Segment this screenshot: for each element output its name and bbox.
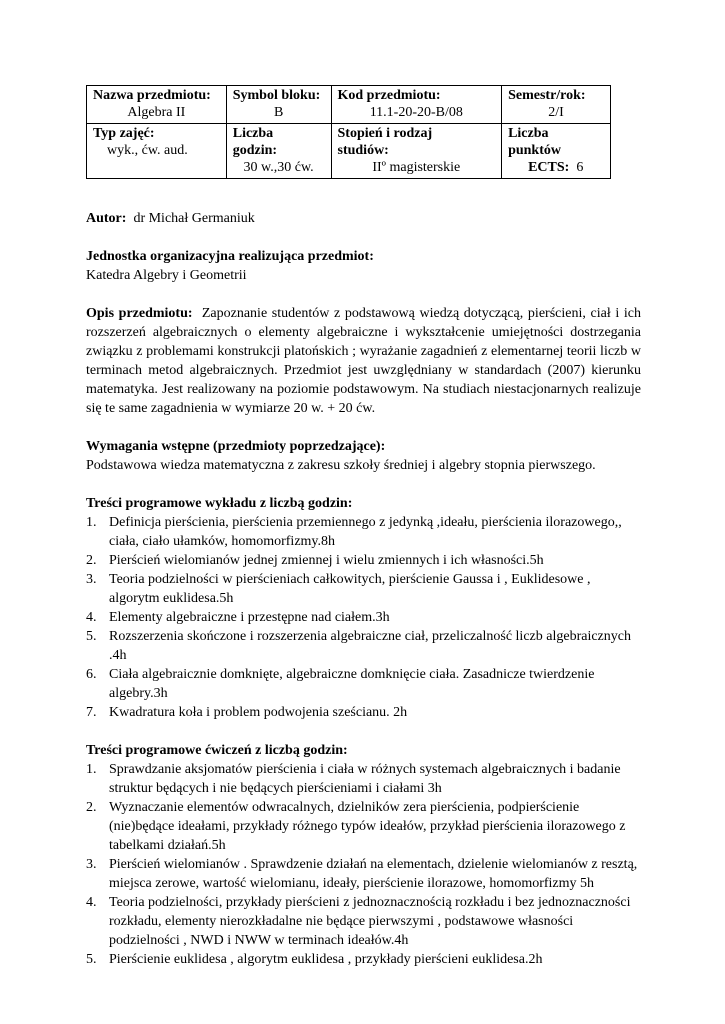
typ-label: Typ zajęć: — [93, 126, 155, 141]
cell-typ — [87, 124, 227, 179]
punkty-label-2: punktów — [508, 143, 561, 158]
cell-stopien — [331, 124, 502, 179]
unit-value: Katedra Algebry i Geometrii — [86, 268, 247, 283]
course-info-table — [86, 85, 611, 179]
prerequisites-text: Podstawowa wiedza matematyczna z zakresu szkoły średniej i algebry stopnia pierwszego. — [86, 458, 596, 473]
liczba-godzin-label-1: Liczba — [232, 126, 274, 141]
item-text: Sprawdzanie aksjomatów pierścienia i ciała w różnych systemach algebraicznych i badanie struktur będących i nie będących pierścieniami i ciałami 3h — [109, 762, 621, 796]
item-number: 3. — [86, 857, 97, 872]
punkty-label-1: Liczba — [508, 126, 549, 141]
description-text: Zapoznanie studentów z podstawową wiedzą dotyczącą, pierścieni, ciał i ich rozszerzeń algebraicznych o elementy algebraiczne i wykształcenie umiejętności dostrzegania związku z problemami konstrukcji platońskich ; wyrażanie zagadnień z elementarnej teorii liczb w terminach metod algebraicznych. Przedmiot jest uwzględniany w standardach (2007) kierunku matematyka. Jest realizowany na poziomie podstawowym. Na studiach niestacjonarnych realizuje się te same zagadnienia w wymiarze 20 w. + 20 ćw. — [86, 306, 642, 416]
cell-liczba-godzin — [226, 124, 331, 179]
item-text: Teoria podzielności, przykłady pierścieni z jednoznacznością rozkładu i bez jednoznaczności rozkładu, elementy nierozkładalne nie będące pierwszymi , podstawowe własności podzielności , NWD i NWW w terminach ideałów.4h — [109, 895, 631, 948]
item-number: 2. — [86, 800, 97, 815]
table-row — [87, 86, 611, 124]
cell-kod — [331, 86, 502, 124]
description-label: Opis przedmiotu: — [86, 306, 193, 321]
author-value: dr Michał Germaniuk — [133, 211, 255, 226]
item-text: Pierścienie euklidesa , algorytm euklidesa , przykłady pierścieni euklidesa.2h — [109, 952, 543, 967]
typ-value: wyk., ćw. aud. — [107, 143, 188, 158]
list-item — [86, 798, 641, 855]
cell-semestr — [502, 86, 611, 124]
semestr-value: 2/I — [548, 105, 564, 120]
item-number: 3. — [86, 572, 97, 587]
cell-nazwa — [87, 86, 227, 124]
table-row — [87, 124, 611, 179]
nazwa-label: Nazwa przedmiotu: — [93, 88, 211, 103]
item-number: 2. — [86, 553, 97, 568]
item-text: Wyznaczanie elementów odwracalnych, dzielników zera pierścienia, podpierścienie (nie)będące ideałami, przykłady różnego typów ideałów, przykład pierścienia ilorazowego z tabelkami działań.5h — [109, 800, 626, 853]
kod-value: 11.1-20-20-B/08 — [369, 105, 463, 120]
stopien-value: IIº magisterskie — [372, 160, 461, 175]
symbol-label: Symbol bloku: — [232, 88, 321, 103]
stopien-label-2: studiów: — [337, 143, 389, 158]
list-item — [86, 608, 641, 627]
punkty-label-3: ECTS: — [528, 160, 570, 175]
item-number: 4. — [86, 895, 97, 910]
punkty-ects — [508, 159, 604, 176]
document-body — [86, 209, 641, 969]
nazwa-value: Algebra II — [127, 105, 186, 120]
item-number: 5. — [86, 952, 97, 967]
item-number: 7. — [86, 705, 97, 720]
prerequisites-label: Wymagania wstępne (przedmioty poprzedzające): — [86, 439, 386, 454]
liczba-godzin-value: 30 w.,30 ćw. — [243, 160, 314, 175]
item-number: 5. — [86, 629, 97, 644]
description-paragraph — [86, 304, 641, 418]
list-item — [86, 760, 641, 798]
symbol-value: B — [273, 105, 284, 120]
item-text: Pierścień wielomianów . Sprawdzenie działań na elementach, dzielenie wielomianów z resztą, miejsca zerowe, wartość wielomianu, ideały, pierścienie ilorazowe, homomorfizmy 5h — [109, 857, 638, 891]
unit-label: Jednostka organizacyjna realizująca przedmiot: — [86, 249, 374, 264]
author-label: Autor: — [86, 211, 127, 226]
item-number: 1. — [86, 762, 97, 777]
item-text: Elementy algebraiczne i przestępne nad ciałem.3h — [109, 610, 390, 625]
exercises-heading: Treści programowe ćwiczeń z liczbą godzin: — [86, 743, 348, 758]
cell-punkty — [502, 124, 611, 179]
stopien-label-1: Stopień i rodzaj — [337, 126, 433, 141]
list-item — [86, 570, 641, 608]
list-item — [86, 855, 641, 893]
cell-symbol — [226, 86, 331, 124]
punkty-value: 6 — [576, 160, 584, 175]
lecture-heading: Treści programowe wykładu z liczbą godzin: — [86, 496, 353, 511]
list-item — [86, 665, 641, 703]
item-text: Rozszerzenia skończone i rozszerzenia algebraiczne ciał, przeliczalność liczb algebraicznych .4h — [109, 629, 631, 663]
item-number: 4. — [86, 610, 97, 625]
list-item — [86, 513, 641, 551]
list-item — [86, 627, 641, 665]
semestr-label: Semestr/rok: — [508, 88, 586, 103]
item-text: Pierścień wielomianów jednej zmiennej i wielu zmiennych i ich własności.5h — [109, 553, 544, 568]
author-line — [86, 209, 641, 228]
lecture-list — [86, 513, 641, 722]
item-number: 6. — [86, 667, 97, 682]
item-text: Definicja pierścienia, pierścienia przemiennego z jedynką ,ideału, pierścienia ilorazowego,, ciała, ciało ułamków, homomorfizmy.8h — [109, 515, 622, 549]
list-item — [86, 893, 641, 950]
liczba-godzin-label-2: godzin: — [232, 143, 278, 158]
list-item — [86, 551, 641, 570]
item-text: Teoria podzielności w pierścieniach całkowitych, pierścienie Gaussa i , Euklidesowe , algorytm euklidesa.5h — [109, 572, 591, 606]
kod-label: Kod przedmiotu: — [337, 88, 441, 103]
list-item — [86, 703, 641, 722]
item-text: Kwadratura koła i problem podwojenia sześcianu. 2h — [109, 705, 408, 720]
list-item — [86, 950, 641, 969]
item-number: 1. — [86, 515, 97, 530]
item-text: Ciała algebraicznie domknięte, algebraiczne domknięcie ciała. Zasadnicze twierdzenie algebry.3h — [109, 667, 595, 701]
exercises-list — [86, 760, 641, 969]
